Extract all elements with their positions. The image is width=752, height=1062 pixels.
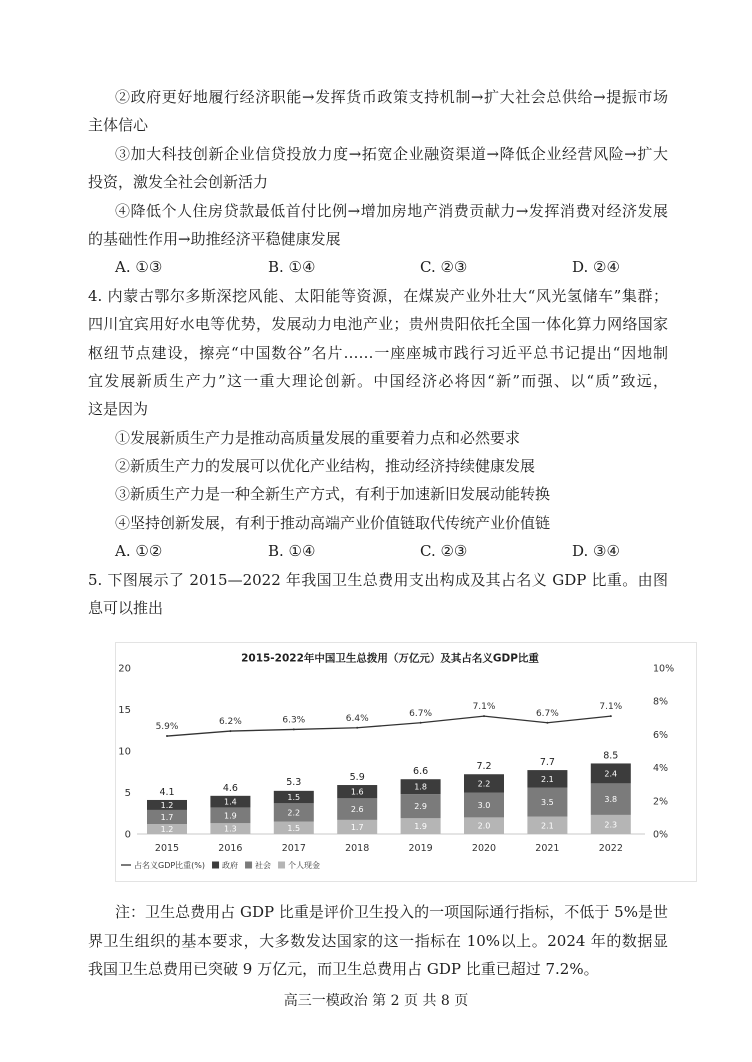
gdp-share-point [229,730,231,732]
q3-statement-2-line-1: ②政府更好地履行经济职能→发挥货币政策支持机制→扩大社会总供给→提振市场 [115,88,668,106]
q4-option-c: C. ②③ [420,542,468,561]
bar-segment-label: 2.1 [541,774,554,784]
bar-total-label: 7.7 [539,757,555,769]
bar-segment-label: 1.3 [224,824,237,834]
bar-segment-label: 1.7 [160,812,174,822]
legend-label: 个人现金 [288,861,321,870]
bar-total-label: 5.3 [286,777,302,789]
y2-axis-tick-label: 0% [653,829,669,841]
bar-total-label: 8.5 [603,750,619,762]
note-line-3: 我国卫生总费用已突破 9 万亿元，而卫生总费用占 GDP 比重已超过 7.2%。 [88,960,599,978]
y2-axis-tick-label: 8% [653,696,669,708]
x-axis-tick-label: 2022 [598,843,623,854]
q3-option-b: B. ①④ [268,258,316,277]
question-text-block [88,83,668,622]
legend-swatch [212,862,219,869]
gdp-share-label: 7.1% [472,702,496,713]
q4-statement-3: ③新质生产力是一种全新生产方式，有利于加速新旧发展动能转换 [115,485,551,504]
chart-container [115,642,697,882]
x-axis-tick-label: 2016 [218,843,243,854]
bar-segment-label: 3.5 [541,798,554,808]
y-axis-tick-label: 10 [118,746,131,758]
bar-segment-label: 2.0 [477,821,491,831]
bar-segment-label: 1.7 [350,822,364,832]
gdp-share-point [420,722,422,724]
bar-segment-label: 2.6 [350,805,364,815]
x-axis-tick-label: 2018 [345,843,370,854]
q3-statement-3-line-2: 投资，激发全社会创新活力 [88,173,269,192]
gdp-share-point [546,722,548,724]
bar-segment-label: 1.9 [224,811,237,821]
q4-option-d: D. ③④ [572,542,620,561]
q3-statement-4-line-1: ④降低个人住房贷款最低首付比例→增加房地产消费贡献力→发挥消费对经济发展 [115,201,668,220]
q4-option-a: A. ①② [115,542,163,561]
bar-segment-label: 1.6 [350,787,364,797]
y-axis-tick-label: 20 [118,663,131,675]
q4-statement-1: ①发展新质生产力是推动高质量发展的重要着力点和必然要求 [115,428,521,447]
chart-title: 2015-2022年中国卫生总拨用（万亿元）及其占名义GDP比重 [241,652,539,665]
q3-option-a: A. ①③ [115,258,163,277]
q4-stem-line-5: 这是因为 [88,400,149,419]
bar-total-label: 7.2 [476,761,492,773]
q4-options [88,537,668,565]
bar-segment-label: 3.0 [477,800,491,810]
page-footer: 高三一模政治 第 2 页 共 8 页 [283,993,469,1009]
q3-statement-2-line-2: 主体信心 [88,116,149,135]
chart-note [88,898,668,984]
bar-total-label: 4.6 [222,782,238,794]
gdp-share-point [483,715,485,717]
note-line-1: 注：卫生总费用占 GDP 比重是评价卫生投入的一项国际通行指标，不低于 5%是世 [115,903,668,921]
q3-option-c: C. ②③ [420,258,468,277]
x-axis-tick-label: 2017 [281,843,306,854]
bar-segment-label: 1.2 [160,800,174,810]
gdp-share-label: 5.9% [155,722,179,733]
q4-stem-line-1: 4. 内蒙古鄂尔多斯深挖风能、太阳能等资源，在煤炭产业外壮大“风光氢储车”集群； [88,286,668,305]
bar-segment-label: 1.2 [160,825,174,835]
gdp-share-label: 6.3% [282,715,306,726]
x-axis-tick-label: 2021 [535,843,560,854]
y-axis-tick-label: 15 [118,705,131,716]
bar-segment-label: 1.5 [287,793,301,803]
y2-axis-tick-label: 4% [653,763,669,775]
bar-segment-label: 2.1 [541,821,554,831]
gdp-share-point [610,715,612,717]
bar-segment-label: 1.5 [287,823,301,833]
gdp-share-label: 6.2% [218,717,242,728]
legend-label: 占名义GDP比重(%) [134,861,206,870]
bar-segment-label: 1.4 [224,797,237,807]
q4-statement-4: ④坚持创新发展，有利于推动高端产业价值链取代传统产业价值链 [115,513,551,532]
bar-segment-label: 2.2 [477,779,491,789]
x-axis-tick-label: 2015 [154,843,180,854]
bar-segment-label: 2.9 [414,802,427,812]
q5-stem-line-1: 5. 下图展示了 2015—2022 年我国卫生总费用支出构成及其占名义 GDP 比重。由图 [88,570,668,589]
note-line-2: 界卫生组织的基本要求，大多数发达国家的这一指标在 10%以上。2024 年的数据显 [88,931,668,950]
health-expenditure-chart [115,642,697,882]
bar-segment-label: 2.2 [287,808,301,818]
legend-label: 社会 [255,861,272,870]
gdp-share-label: 6.4% [345,713,369,724]
legend-label: 政府 [222,861,239,870]
bar-segment-label: 2.3 [604,820,618,830]
y2-axis-tick-label: 2% [653,796,669,808]
legend-swatch [245,862,252,869]
q4-option-b: B. ①④ [268,542,316,561]
y2-axis-tick-label: 6% [653,729,669,741]
q3-statement-4-line-2: 的基础性作用→助推经济平稳健康发展 [88,229,341,248]
bar-total-label: 5.9 [349,772,365,784]
bar-segment-label: 1.8 [414,782,427,792]
q4-statement-2: ②新质生产力的发展可以优化产业结构，推动经济持续健康发展 [115,457,536,476]
y-axis-tick-label: 0 [124,829,131,841]
x-axis-tick-label: 2020 [471,843,497,854]
legend-swatch [278,862,285,869]
gdp-share-label: 6.7% [409,708,433,719]
bar-segment-label: 1.9 [414,822,427,832]
gdp-share-point [166,735,168,737]
gdp-share-label: 7.1% [599,702,623,713]
bar-total-label: 6.6 [413,766,429,778]
q4-stem-line-2: 四川宜宾用好水电等优势，发展动力电池产业；贵州贵阳依托全国一体化算力网络国家 [88,315,668,334]
q5-stem-line-2: 息可以推出 [88,599,164,618]
q3-statement-3-line-1: ③加大科技创新企业信贷投放力度→拓宽企业融资渠道→降低企业经营风险→扩大 [115,144,668,163]
q3-option-d: D. ②④ [572,258,620,277]
gdp-share-point [356,727,358,729]
bar-segment-label: 3.8 [604,795,618,805]
q4-stem-line-3: 枢纽节点建设，擦亮“中国数谷”名片……一座座城市践行习近平总书记提出“因地制 [88,343,668,362]
bar-total-label: 4.1 [159,786,175,798]
y2-axis-tick-label: 10% [653,663,675,675]
gdp-share-point [293,728,295,730]
x-axis-tick-label: 2019 [408,843,433,854]
y-axis-tick-label: 5 [124,788,131,799]
gdp-share-label: 6.7% [535,708,559,719]
q4-stem-line-4: 宜发展新质生产力”这一重大理论创新。中国经济必将因“新”而强、以“质”致远， [88,371,668,390]
bar-segment-label: 2.4 [604,769,618,779]
q3-options [88,253,668,281]
